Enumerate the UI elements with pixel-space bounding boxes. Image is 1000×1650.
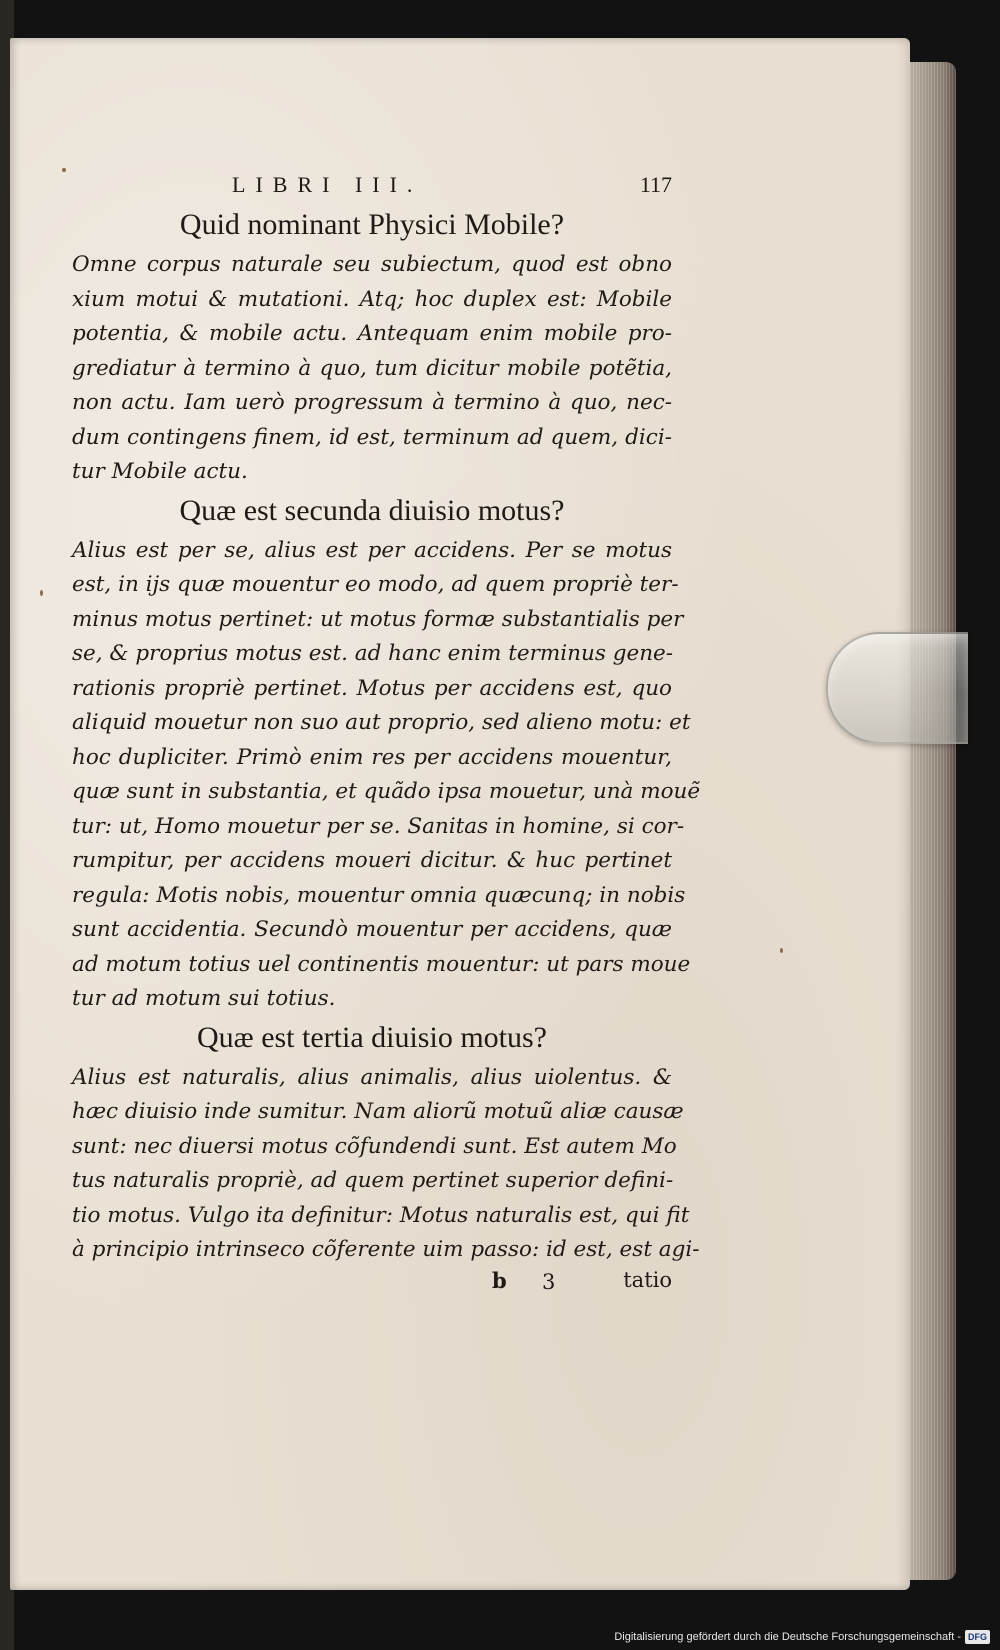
text-line: est, in ijs quæ mouentur eo modo, ad quem propriè ter-: [72, 572, 679, 597]
text-line: non actu. Iam uerò progressum à termino à quo, nec-: [72, 390, 672, 415]
section-paragraph: [72, 534, 701, 1017]
text-line: xium motui & mutationi. Atq; hoc duplex est: Mobile: [72, 286, 672, 312]
page-number: 117: [639, 172, 672, 197]
text-line: tur: ut, Homo mouetur per se. Sanitas in homine, si cor-: [72, 813, 685, 839]
text-line: Alius est naturalis, alius animalis, alius uiolentus. &: [72, 1064, 672, 1090]
text-line: quæ sunt in substantia, et quãdo ipsa mouetur, unà mouẽ: [72, 779, 701, 804]
section-heading: Quid nominant Physici Mobile?: [179, 208, 565, 241]
text-line: tur ad motum sui totius.: [72, 986, 336, 1011]
text-line: rumpitur, per accidens moueri dicitur. & huc pertinet: [72, 848, 672, 873]
running-head-title: LIBRI III.: [232, 172, 423, 197]
text-line: tur Mobile actu.: [72, 459, 248, 484]
catchword: tatio: [623, 1267, 672, 1292]
section-paragraph: [72, 248, 672, 490]
signature-mark: b: [492, 1267, 507, 1293]
text-line: aliquid mouetur non suo aut proprio, sed alieno motu: et: [72, 710, 691, 735]
text-line: se, & proprius motus est. ad hanc enim terminus gene-: [72, 641, 674, 666]
text-line: tus naturalis propriè, ad quem pertinet superior defini-: [72, 1168, 674, 1193]
text-line: rationis propriè pertinet. Motus per accidens est, quo: [72, 675, 672, 701]
text-line: Alius est per se, alius est per accidens. Per se motus: [72, 537, 672, 563]
text-line: minus motus pertinet: ut motus formæ substantialis per: [72, 606, 684, 632]
section-heading: Quæ est secunda diuisio motus?: [179, 493, 565, 527]
page-clip: [826, 632, 968, 744]
signature-line: [72, 1268, 672, 1302]
running-head: [72, 168, 672, 204]
footer-credit: [614, 1628, 990, 1646]
text-line: hæc diuisio inde sumitur. Nam aliorũ motuũ aliæ causæ: [72, 1099, 684, 1124]
text-line: Omne corpus naturale seu subiectum, quod est obno: [72, 252, 672, 277]
section: [72, 1019, 700, 1268]
text-line: sunt accidentia. Secundò mouentur per accidens, quæ: [72, 917, 672, 942]
section-heading: Quæ est tertia diuisio motus?: [197, 1020, 547, 1054]
section-paragraph: [72, 1061, 700, 1268]
footer-credit-text: Digitalisierung gefördert durch die Deutsche Forschungsgemeinschaft -: [614, 1631, 961, 1643]
page-text: [72, 168, 701, 1302]
text-line: hoc dupliciter. Primò enim res per accidens mouentur,: [72, 744, 672, 770]
text-line: dum contingens finem, id est, terminum ad quem, dici-: [72, 424, 672, 450]
text-line: à principio intrinseco cõferente uim passo: id est, est agi-: [72, 1237, 700, 1262]
text-line: regula: Motis nobis, mouentur omnia quæcunq; in nobis: [72, 882, 686, 908]
text-line: potentia, & mobile actu. Antequam enim mobile pro-: [72, 321, 672, 346]
text-line: sunt: nec diuersi motus cõfundendi sunt. Est autem Mo: [72, 1133, 677, 1159]
paper-speck: [40, 590, 43, 596]
paper-speck: [780, 948, 783, 953]
text-line: ad motum totius uel continentis mouentur: ut pars moue: [72, 951, 691, 977]
text-line: grediatur à termino à quo, tum dicitur mobile potẽtia,: [72, 355, 672, 381]
section: [72, 492, 701, 1017]
dfg-logo: DFG: [965, 1630, 990, 1644]
signature-number: 3: [542, 1269, 556, 1294]
text-line: tio motus. Vulgo ita definitur: Motus naturalis est, qui fit: [72, 1202, 690, 1228]
section: [72, 206, 672, 490]
paper-speck: [62, 168, 66, 172]
